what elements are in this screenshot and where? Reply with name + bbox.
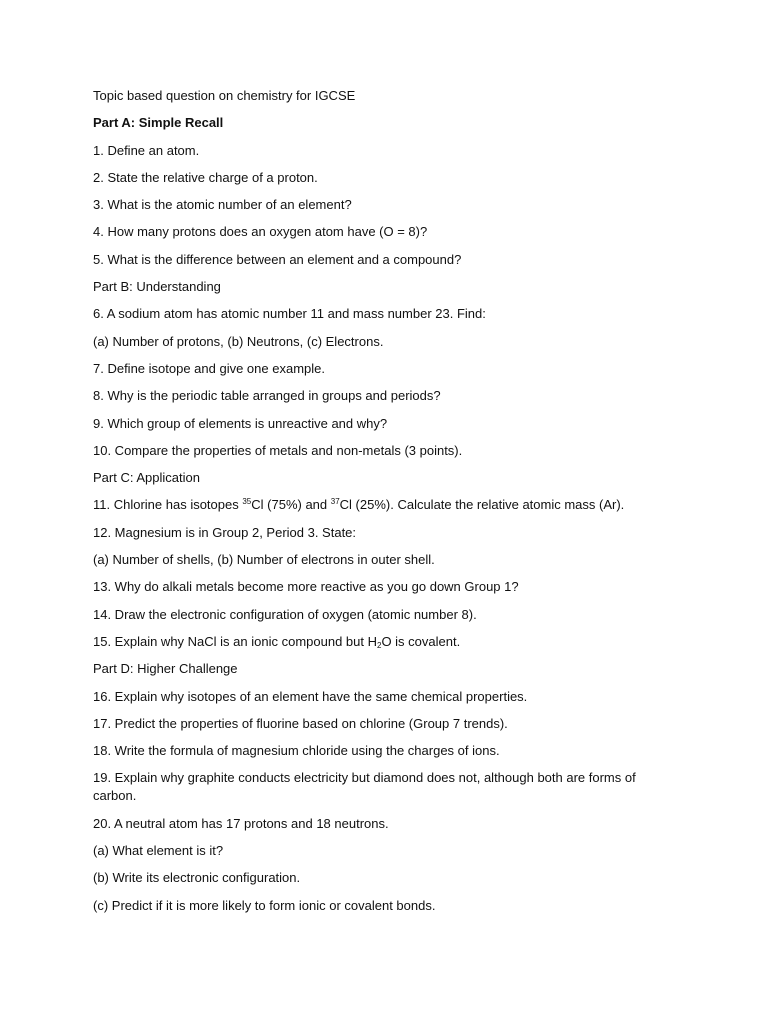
isotope-mass-37: 37 xyxy=(330,497,340,507)
question-20-a: (a) What element is it? xyxy=(93,843,224,859)
part-b-heading: Part B: Understanding xyxy=(93,279,221,295)
question-15-text-1: 15. Explain why NaCl is an ionic compound but H xyxy=(93,633,377,649)
question-12: 12. Magnesium is in Group 2, Period 3. State: xyxy=(93,524,357,540)
question-14: 14. Draw the electronic configuration of oxygen (atomic number 8). xyxy=(93,606,477,622)
question-11-text-2: Cl (75%) and xyxy=(251,497,331,513)
isotope-mass-35: 35 xyxy=(242,497,252,507)
question-2: 2. State the relative charge of a proton. xyxy=(93,169,318,185)
question-15-text-2: O is covalent. xyxy=(381,633,461,649)
question-9: 9. Which group of elements is unreactive and why? xyxy=(93,415,388,431)
part-a-heading: Part A: Simple Recall xyxy=(93,115,224,131)
question-18: 18. Write the formula of magnesium chloride using the charges of ions. xyxy=(93,743,500,759)
question-11 xyxy=(93,496,673,514)
question-17: 17. Predict the properties of fluorine based on chlorine (Group 7 trends). xyxy=(93,715,508,731)
part-c-heading: Part C: Application xyxy=(93,470,200,486)
question-4: 4. How many protons does an oxygen atom have (O = 8)? xyxy=(93,224,428,240)
question-5: 5. What is the difference between an element and a compound? xyxy=(93,251,462,267)
question-8: 8. Why is the periodic table arranged in groups and periods? xyxy=(93,388,441,404)
document-title: Topic based question on chemistry for IGCSE xyxy=(93,88,356,103)
question-11-text-3: Cl (25%). Calculate the relative atomic mass (Ar). xyxy=(339,497,625,513)
question-1: 1. Define an atom. xyxy=(93,142,200,158)
question-20-c: (c) Predict if it is more likely to form ionic or covalent bonds. xyxy=(93,897,436,913)
document-body xyxy=(93,87,673,924)
question-6-parts: (a) Number of protons, (b) Neutrons, (c) Electrons. xyxy=(93,333,384,349)
question-20: 20. A neutral atom has 17 protons and 18 neutrons. xyxy=(93,815,389,831)
question-10: 10. Compare the properties of metals and non-metals (3 points). xyxy=(93,442,463,458)
part-d-heading: Part D: Higher Challenge xyxy=(93,661,238,677)
question-6: 6. A sodium atom has atomic number 11 and mass number 23. Find: xyxy=(93,306,486,322)
question-20-b: (b) Write its electronic configuration. xyxy=(93,870,301,886)
question-13: 13. Why do alkali metals become more reactive as you go down Group 1? xyxy=(93,579,519,595)
water-subscript: 2 xyxy=(376,640,382,650)
question-11-text-1: 11. Chlorine has isotopes xyxy=(93,497,243,513)
question-16: 16. Explain why isotopes of an element have the same chemical properties. xyxy=(93,688,528,704)
question-15 xyxy=(93,633,673,651)
question-12-parts: (a) Number of shells, (b) Number of electrons in outer shell. xyxy=(93,552,435,568)
question-3: 3. What is the atomic number of an element? xyxy=(93,197,352,213)
question-19: 19. Explain why graphite conducts electricity but diamond does not, although both are forms of carbon. xyxy=(93,770,636,804)
question-7: 7. Define isotope and give one example. xyxy=(93,360,325,376)
